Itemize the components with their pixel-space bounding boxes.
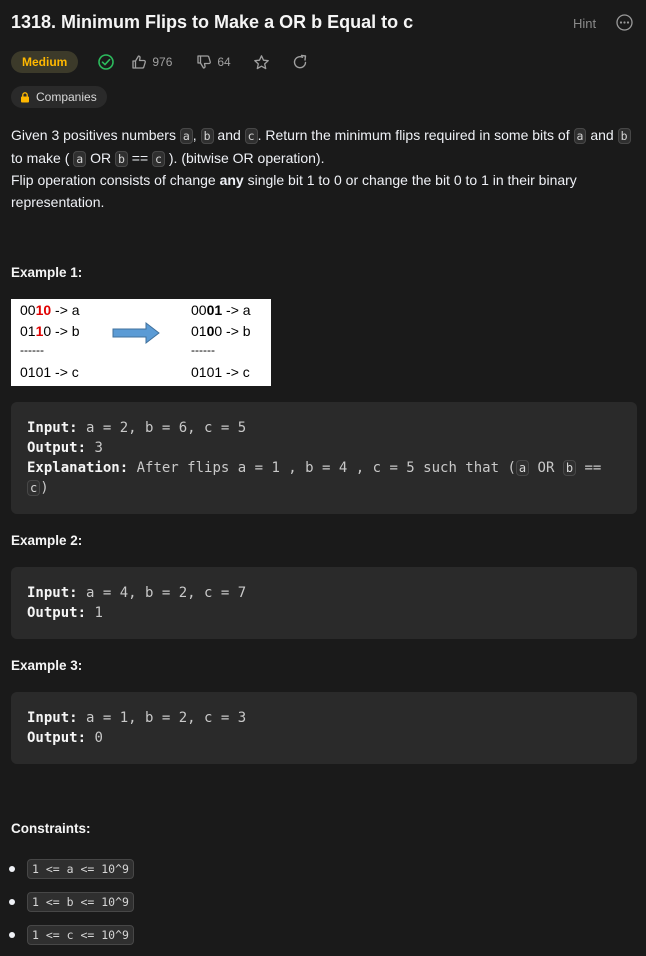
figure-line-c-before: 0101 -> c xyxy=(20,364,79,380)
more-options-icon[interactable] xyxy=(616,14,633,31)
constraint-item xyxy=(0,885,134,918)
constraint-code: 1 <= b <= 10^9 xyxy=(27,892,134,912)
example-3-heading: Example 3: xyxy=(11,658,83,673)
solved-check-icon xyxy=(98,54,114,70)
desc-text: and xyxy=(586,127,618,143)
inline-code: b xyxy=(563,460,576,476)
figure-divider-before: ------ xyxy=(20,343,44,357)
thumbs-up-icon xyxy=(131,54,147,70)
example-2-heading: Example 2: xyxy=(11,533,83,548)
example-1-block xyxy=(11,402,637,514)
dislike-count: 64 xyxy=(217,55,231,69)
thumbs-down-icon xyxy=(196,54,212,70)
like-count: 976 xyxy=(152,55,173,69)
desc-text: to make ( xyxy=(11,149,74,166)
bullet-icon xyxy=(9,899,15,905)
example-output-line: Output: 3 xyxy=(27,440,103,456)
inline-code: b xyxy=(115,151,128,167)
figure-line-a-before: 0010 -> a xyxy=(20,302,80,318)
bullet-icon xyxy=(9,866,15,872)
desc-text: == xyxy=(127,149,153,166)
hint-button[interactable]: Hint xyxy=(573,16,597,31)
example-3-block xyxy=(11,692,637,764)
dislike-button[interactable] xyxy=(196,54,230,70)
example-output-line: Output: 1 xyxy=(27,605,103,621)
desc-text: Given 3 positives numbers xyxy=(11,127,180,143)
star-icon[interactable] xyxy=(253,54,270,71)
constraints-list xyxy=(0,852,134,951)
inline-code: c xyxy=(152,151,165,167)
figure-line-b-before: 0110 -> b xyxy=(20,323,80,339)
arrow-right-icon xyxy=(112,321,160,345)
inline-code: a xyxy=(574,128,587,144)
problem-title[interactable]: 1318. Minimum Flips to Make a OR b Equal to c xyxy=(11,12,414,32)
desc-text: . Return the minimum flips required in some bits of xyxy=(257,127,574,143)
example-1-heading: Example 1: xyxy=(11,265,83,280)
desc-text: and xyxy=(213,127,245,143)
constraint-item xyxy=(0,852,134,885)
share-icon[interactable] xyxy=(292,54,308,70)
inline-code: a xyxy=(516,460,529,476)
desc-text: , xyxy=(192,127,201,143)
companies-label: Companies xyxy=(36,90,97,104)
desc-bold-text: any xyxy=(219,172,244,188)
example-input-line: Input: a = 4, b = 2, c = 7 xyxy=(27,585,247,601)
problem-description xyxy=(11,125,633,213)
constraint-item xyxy=(0,918,134,951)
desc-text: single bit 1 to 0 or change the bit 0 to 1 in their binary representation. xyxy=(11,172,577,210)
figure-line-b-after: 0100 -> b xyxy=(191,323,251,339)
example-input-line: Input: a = 2, b = 6, c = 5 xyxy=(27,420,247,436)
figure-line-c-after: 0101 -> c xyxy=(191,364,250,380)
constraint-code: 1 <= c <= 10^9 xyxy=(27,925,134,945)
difficulty-badge: Medium xyxy=(11,51,78,73)
constraint-code: 1 <= a <= 10^9 xyxy=(27,859,134,879)
inline-code: a xyxy=(73,151,86,167)
desc-text: OR xyxy=(86,149,115,166)
desc-text: ). (bitwise OR operation). xyxy=(164,149,325,166)
description-paragraph-1 xyxy=(11,125,633,170)
example-2-block xyxy=(11,567,637,639)
inline-code: b xyxy=(618,128,631,144)
constraints-heading: Constraints: xyxy=(11,821,91,836)
desc-text: Flip operation consists of change xyxy=(11,172,220,188)
figure-line-a-after: 0001 -> a xyxy=(191,302,251,318)
example-explanation-line: Explanation: After flips a = 1 , b = 4 , c = 5 such that ( a OR b == c ) xyxy=(27,460,602,496)
lock-icon xyxy=(20,92,30,103)
example-output-line: Output: 0 xyxy=(27,730,103,746)
like-button[interactable] xyxy=(131,54,172,70)
example-input-line: Input: a = 1, b = 2, c = 3 xyxy=(27,710,247,726)
figure-divider-after: ------ xyxy=(191,343,215,357)
inline-code: b xyxy=(201,128,214,144)
companies-button[interactable] xyxy=(11,86,107,108)
description-paragraph-2 xyxy=(11,170,633,213)
inline-code: a xyxy=(180,128,193,144)
example-1-figure xyxy=(11,299,271,386)
bullet-icon xyxy=(9,932,15,938)
problem-meta-row xyxy=(11,50,308,74)
inline-code: c xyxy=(245,128,258,144)
inline-code: c xyxy=(27,480,40,496)
